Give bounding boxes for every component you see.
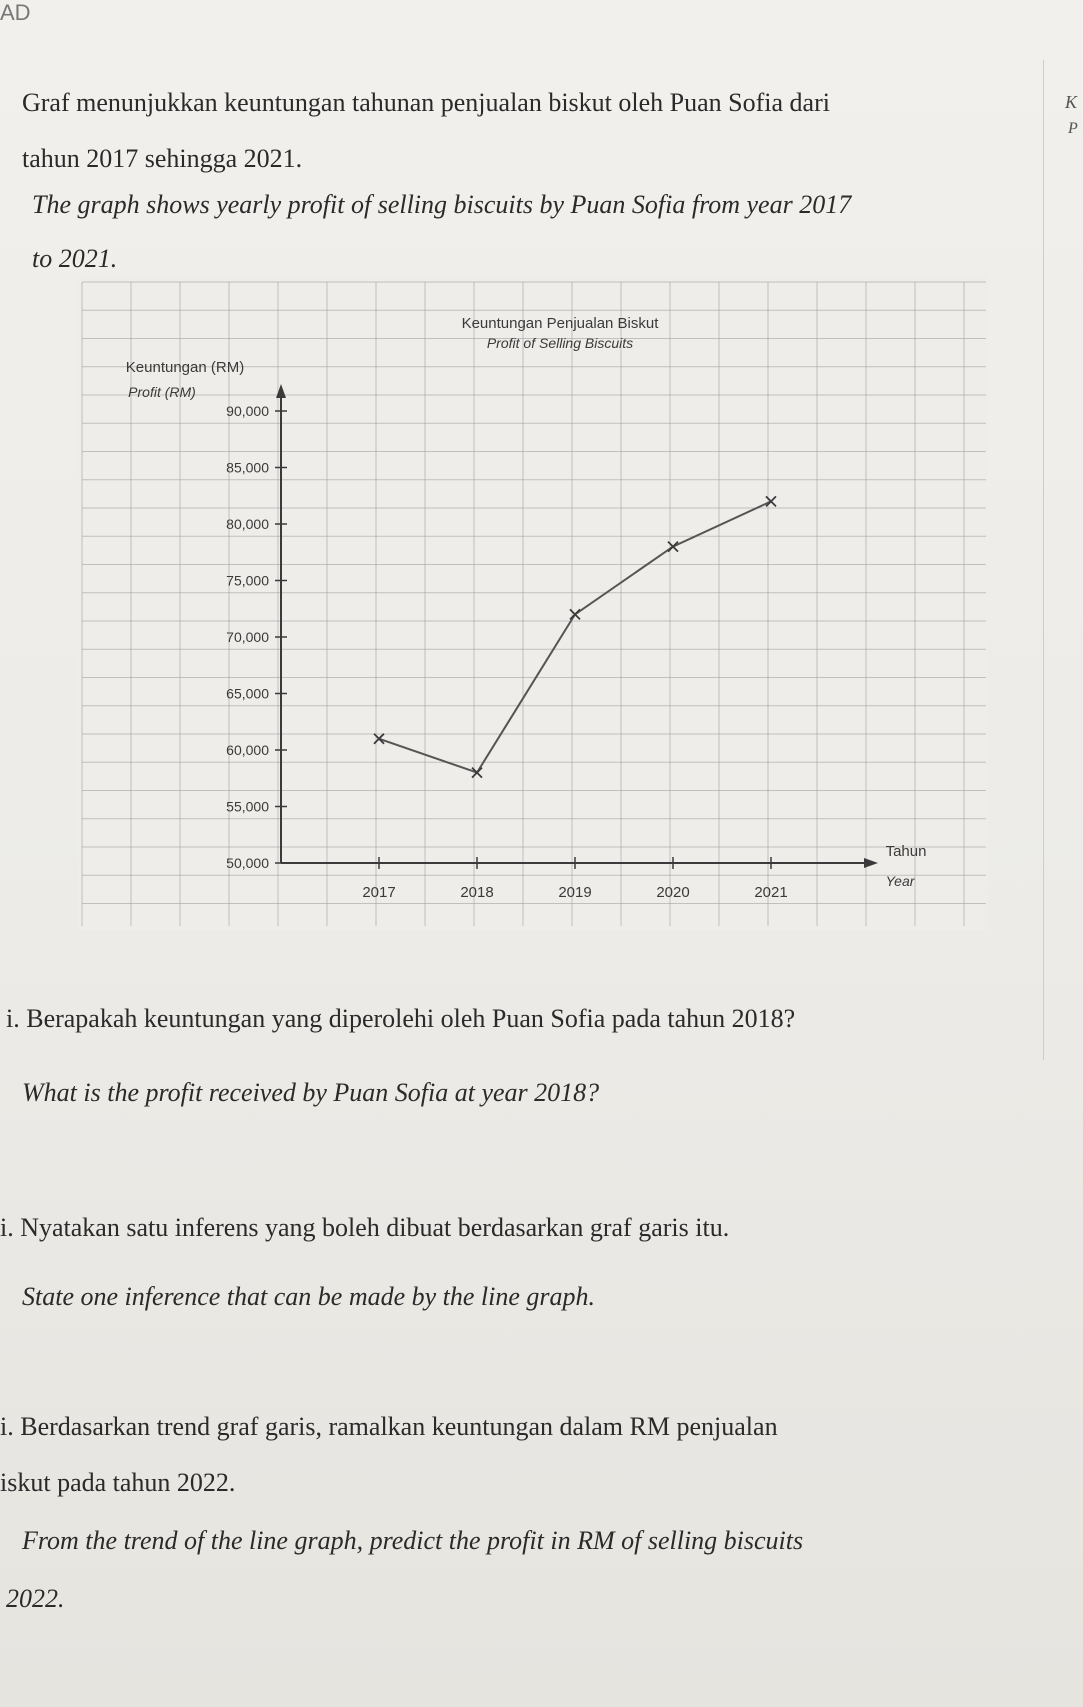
question-3-english-line-1: From the trend of the line graph, predict the profit in RM of selling biscuits	[22, 1526, 804, 1555]
chart-title: Keuntungan Penjualan Biskut	[461, 315, 659, 332]
y-tick-label: 70,000	[226, 629, 269, 645]
margin-mark: K	[1065, 92, 1078, 112]
profit-series	[374, 496, 776, 777]
intro-english-line-2: to 2021.	[32, 244, 118, 273]
intro-english-line-1: The graph shows yearly profit of selling biscuits by Puan Sofia from year 2017	[32, 190, 852, 219]
y-tick-label: 85,000	[226, 459, 269, 476]
grid-layer	[82, 282, 986, 926]
y-axis-label-english: Profit (RM)	[128, 384, 196, 400]
question-3-malay-line-2: iskut pada tahun 2022.	[0, 1468, 236, 1497]
x-tick-label: 2021	[754, 884, 788, 901]
y-axis-label: Keuntungan (RM)	[125, 359, 245, 376]
header-tag: AD	[0, 0, 31, 25]
y-tick-label: 80,000	[226, 516, 269, 532]
question-1-english: What is the profit received by Puan Sofia at year 2018?	[22, 1078, 600, 1107]
question-2-malay: i. Nyatakan satu inferens yang boleh dibuat berdasarkan graf garis itu.	[0, 1213, 730, 1242]
profit-line	[379, 501, 771, 772]
y-tick-label: 65,000	[226, 685, 269, 702]
y-tick-label: 55,000	[226, 798, 269, 815]
y-tick-label: 50,000	[226, 855, 269, 871]
x-axis-label-english: Year	[885, 873, 915, 889]
y-tick-label: 75,000	[226, 572, 269, 589]
question-3-malay-line-1: i. Berdasarkan trend graf garis, ramalkan keuntungan dalam RM penjualan	[0, 1412, 778, 1441]
question-2-english: State one inference that can be made by the line graph.	[22, 1282, 596, 1311]
intro-malay-line-2: tahun 2017 sehingga 2021.	[22, 144, 303, 173]
x-tick-label: 2020	[656, 884, 690, 901]
x-axis-label: Tahun	[885, 843, 927, 860]
y-tick-label: 60,000	[226, 742, 269, 758]
x-tick-label: 2019	[558, 884, 592, 901]
margin-mark-2: P	[1068, 120, 1078, 137]
x-axis-arrow	[864, 858, 878, 868]
question-3-english-line-2: 2022.	[6, 1584, 65, 1613]
y-tick-label: 90,000	[226, 403, 269, 419]
x-tick-label: 2018	[460, 884, 494, 901]
chart-subtitle: Profit of Selling Biscuits	[486, 335, 634, 351]
intro-malay-line-1: Graf menunjukkan keuntungan tahunan penjualan biskut oleh Puan Sofia dari	[22, 88, 830, 117]
x-tick-label: 2017	[362, 884, 396, 901]
question-1-malay: i. Berapakah keuntungan yang diperolehi oleh Puan Sofia pada tahun 2018?	[6, 1004, 796, 1033]
